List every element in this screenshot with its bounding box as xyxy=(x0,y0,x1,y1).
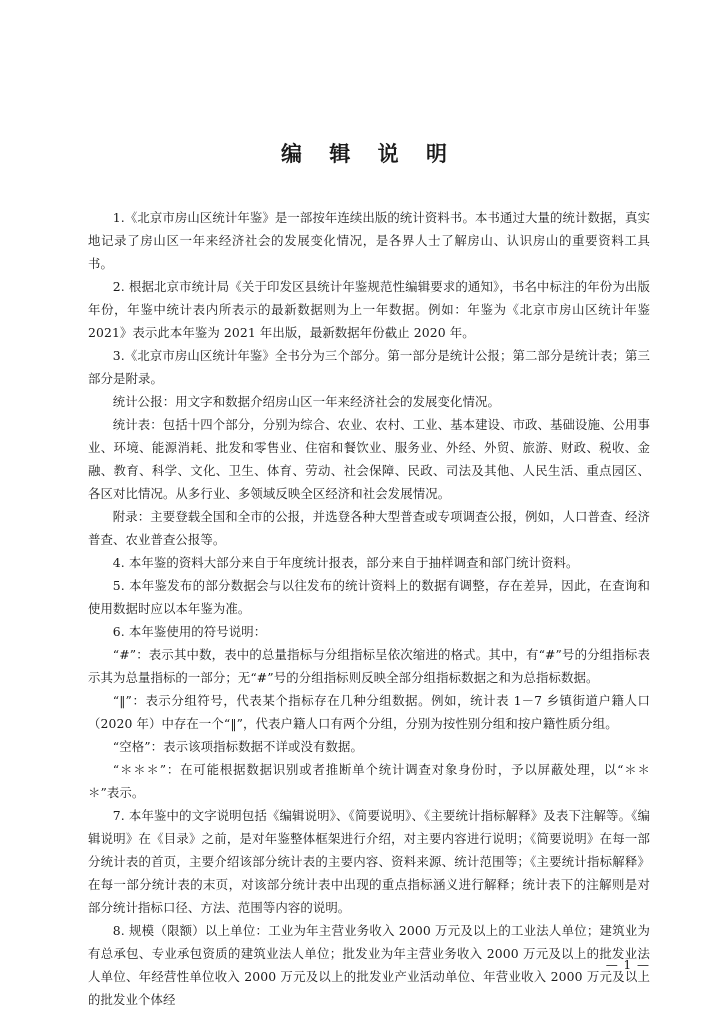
paragraph-6: 6. 本年鉴使用的符号说明： xyxy=(112,624,267,639)
paragraph-1: 1.《北京市房山区统计年鉴》是一部按年连续出版的统计资料书。本书通过大量的统计数据，真实地记录了房山区一年来经济社会的发展变化情况，是各界人士了解房山、认识房山的重要资料工具书。 xyxy=(88,210,650,271)
page-number: — 1 — xyxy=(605,958,650,972)
paragraph-8: 8. 规模（限额）以上单位：工业为年主营业务收入 2000 万元及以上的工业法人单位；建筑业为有总承包、专业承包资质的建筑业法人单位；批发业为年主营业务收入 2000 万元及以上的批发业法人单位、年经营性单位收入 2000 万元及以上的批发业产业活动单位、年营业收入 2000 万元及以上的批发业个体经 xyxy=(88,923,650,1007)
paragraph-symbol-group: “‖”：表示分组符号，代表某个指标存在几种分组数据。例如，统计表 1－7 乡镇街道户籍人口（2020 年）中存在一个“‖”，代表户籍人口有两个分组，分别为按性别分组和按户籍性质分组。 xyxy=(88,693,650,731)
paragraph-2: 2. 根据北京市统计局《关于印发区县统计年鉴规范性编辑要求的通知》，书名中标注的年份为出版年份，年鉴中统计表内所表示的最新数据则为上一年数据。例如：年鉴为《北京市房山区统计年鉴 2021》表示此本年鉴为 2021 年出版，最新数据年份截止 2020 年。 xyxy=(88,279,650,340)
page-title: 编 辑 说 明 xyxy=(281,141,457,166)
paragraph-symbol-hash: “#”：表示其中数，表中的总量指标与分组指标呈依次缩进的格式。其中，有“#”号的分组指标表示其为总量指标的一部分；无“#”号的分组指标则反映全部分组指标数据之和为总指标数据。 xyxy=(88,647,650,685)
paragraph-bulletin: 统计公报：用文字和数据介绍房山区一年来经济社会的发展变化情况。 xyxy=(112,394,501,409)
paragraph-3: 3.《北京市房山区统计年鉴》全书分为三个部分。第一部分是统计公报；第二部分是统计表；第三部分是附录。 xyxy=(88,348,650,386)
paragraph-5: 5. 本年鉴发布的部分数据会与以往发布的统计资料上的数据有调整，存在差异，因此，在查询和使用数据时应以本年鉴为准。 xyxy=(88,578,650,616)
paragraph-7: 7. 本年鉴中的文字说明包括《编辑说明》、《简要说明》、《主要统计指标解释》及表下注解等。《编辑说明》在《目录》之前，是对年鉴整体框架进行介绍，对主要内容进行说明；《简要说明》在每一部分统计表的首页，主要介绍该部分统计表的主要内容、资料来源、统计范围等；《主要统计指标解释》在每一部分统计表的末页，对该部分统计表中出现的重点指标涵义进行解释；统计表下的注解则是对部分统计指标口径、方法、范围等内容的说明。 xyxy=(88,808,650,915)
paragraph-appendix: 附录：主要登载全国和全市的公报，并选登各种大型普查或专项调查公报，例如，人口普查、经济普查、农业普查公报等。 xyxy=(88,509,650,547)
paragraph-symbol-blank: “空格”：表示该项指标数据不详或没有数据。 xyxy=(112,739,363,754)
paragraph-symbol-mask: “＊＊＊”：在可能根据数据识别或者推断单个统计调查对象身份时，予以屏蔽处理，以“＊＊＊”表示。 xyxy=(88,762,650,800)
paragraph-4: 4. 本年鉴的资料大部分来自于年度统计报表，部分来自于抽样调查和部门统计资料。 xyxy=(112,555,579,570)
document-page xyxy=(88,0,650,1024)
body-text xyxy=(88,206,650,1011)
paragraph-tables: 统计表：包括十四个部分，分别为综合、农业、农村、工业、基本建设、市政、基础设施、公用事业、环境、能源消耗、批发和零售业、住宿和餐饮业、服务业、外经、外贸、旅游、财政、税收、金融、教育、科学、文化、卫生、体育、劳动、社会保障、民政、司法及其他、人民生活、重点园区、各区对比情况。从多行业、多领域反映全区经济和社会发展情况。 xyxy=(88,417,650,501)
